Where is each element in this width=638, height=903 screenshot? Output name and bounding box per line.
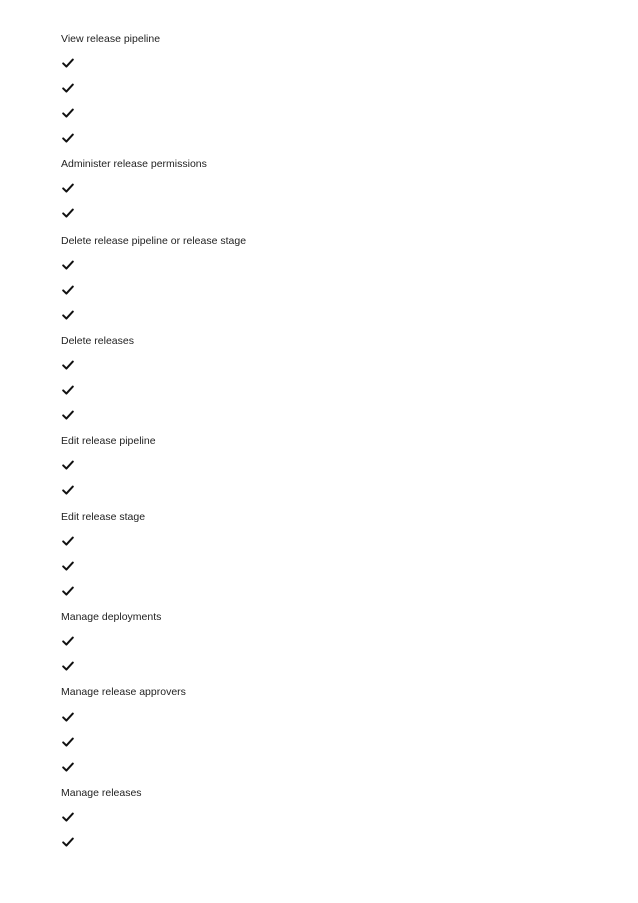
permission-label: Delete releases xyxy=(61,335,134,347)
checkmark-icon xyxy=(62,409,74,421)
permission-label: Manage release approvers xyxy=(61,686,186,698)
checkmark-icon xyxy=(62,711,74,723)
checkmark-icon xyxy=(62,535,74,547)
checkmark-icon xyxy=(62,107,74,119)
checkmark-icon xyxy=(62,259,74,271)
checkmark-icon xyxy=(62,82,74,94)
permission-label: Edit release pipeline xyxy=(61,435,156,447)
permission-label: Manage releases xyxy=(61,787,142,799)
checkmark-icon xyxy=(62,585,74,597)
checkmark-icon xyxy=(62,132,74,144)
permission-label: Edit release stage xyxy=(61,511,146,523)
checkmark-icon xyxy=(62,57,74,69)
checkmark-icon xyxy=(62,761,74,773)
checkmark-icon xyxy=(62,459,74,471)
checkmark-icon xyxy=(62,736,74,748)
checkmark-icon xyxy=(62,359,74,371)
checkmark-icon xyxy=(62,207,74,219)
checkmark-icon xyxy=(62,309,74,321)
permission-label: Administer release permissions xyxy=(61,158,207,170)
checkmark-icon xyxy=(62,484,74,496)
checkmark-icon xyxy=(62,811,74,823)
checkmark-icon xyxy=(62,284,74,296)
checkmark-icon xyxy=(62,660,74,672)
permission-label: Manage deployments xyxy=(61,611,162,623)
permission-label: View release pipeline xyxy=(61,33,161,45)
checkmark-icon xyxy=(62,836,74,848)
checkmark-icon xyxy=(62,635,74,647)
checkmark-icon xyxy=(62,384,74,396)
permission-label: Delete release pipeline or release stage xyxy=(61,235,247,247)
checkmark-icon xyxy=(62,182,74,194)
checkmark-icon xyxy=(62,560,74,572)
